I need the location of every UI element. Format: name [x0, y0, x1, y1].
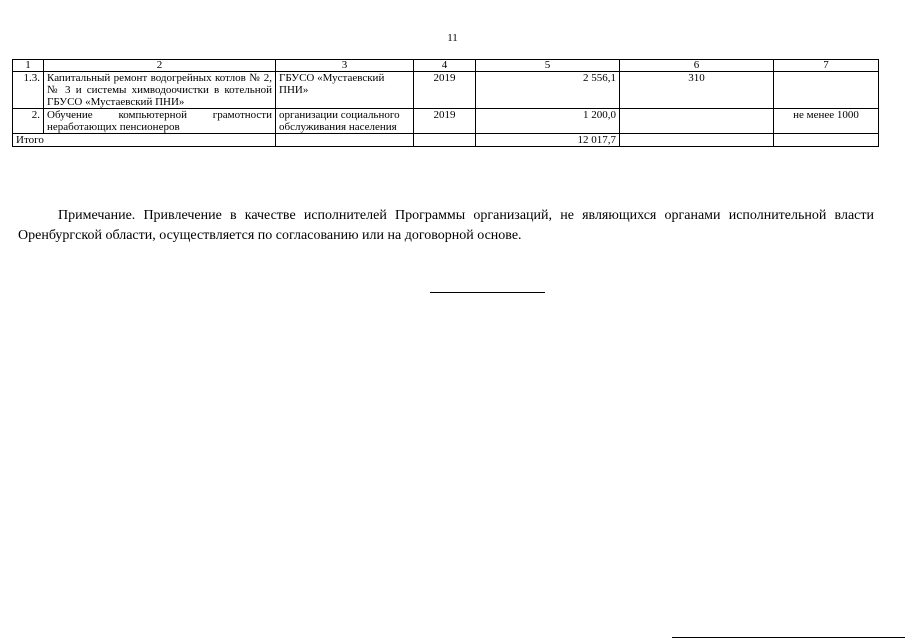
total-amount: 12 017,7	[476, 134, 620, 147]
column-header: 2	[44, 60, 276, 72]
row-number: 1.3.	[13, 72, 44, 109]
column-header: 7	[774, 60, 879, 72]
amount: 1 200,0	[476, 109, 620, 134]
year: 2019	[414, 72, 476, 109]
table-row	[13, 109, 879, 134]
event-name: Капитальный ремонт водогрейных котлов № 2, № 3 и системы химводоочистки в котельной ГБУСО «Мустаевский ПНИ»	[44, 72, 276, 109]
target-value: не менее 1000	[774, 109, 879, 134]
total-row	[13, 134, 879, 147]
end-divider	[430, 292, 545, 293]
indicator	[620, 109, 774, 134]
indicator: 310	[620, 72, 774, 109]
executor: организации социального обслуживания населения	[276, 109, 414, 134]
total-label: Итого	[13, 134, 276, 147]
bottom-edge-line	[672, 637, 905, 638]
year: 2019	[414, 109, 476, 134]
executor: ГБУСО «Мустаевский ПНИ»	[276, 72, 414, 109]
column-header: 6	[620, 60, 774, 72]
column-header: 5	[476, 60, 620, 72]
note-paragraph: Примечание. Привлечение в качестве исполнителей Программы организаций, не являющихся органами исполнительной власти Оренбургской области, осуществляется по согласованию или на договорной основе.	[18, 208, 874, 243]
program-table	[12, 59, 879, 147]
column-header: 3	[276, 60, 414, 72]
column-header: 4	[414, 60, 476, 72]
column-header: 1	[13, 60, 44, 72]
event-name: Обучение компьютерной грамотности неработающих пенсионеров	[44, 109, 276, 134]
target-value	[774, 72, 879, 109]
table-row	[13, 72, 879, 109]
page-number: 11	[447, 32, 458, 44]
row-number: 2.	[13, 109, 44, 134]
amount: 2 556,1	[476, 72, 620, 109]
table-header-row	[13, 60, 879, 72]
